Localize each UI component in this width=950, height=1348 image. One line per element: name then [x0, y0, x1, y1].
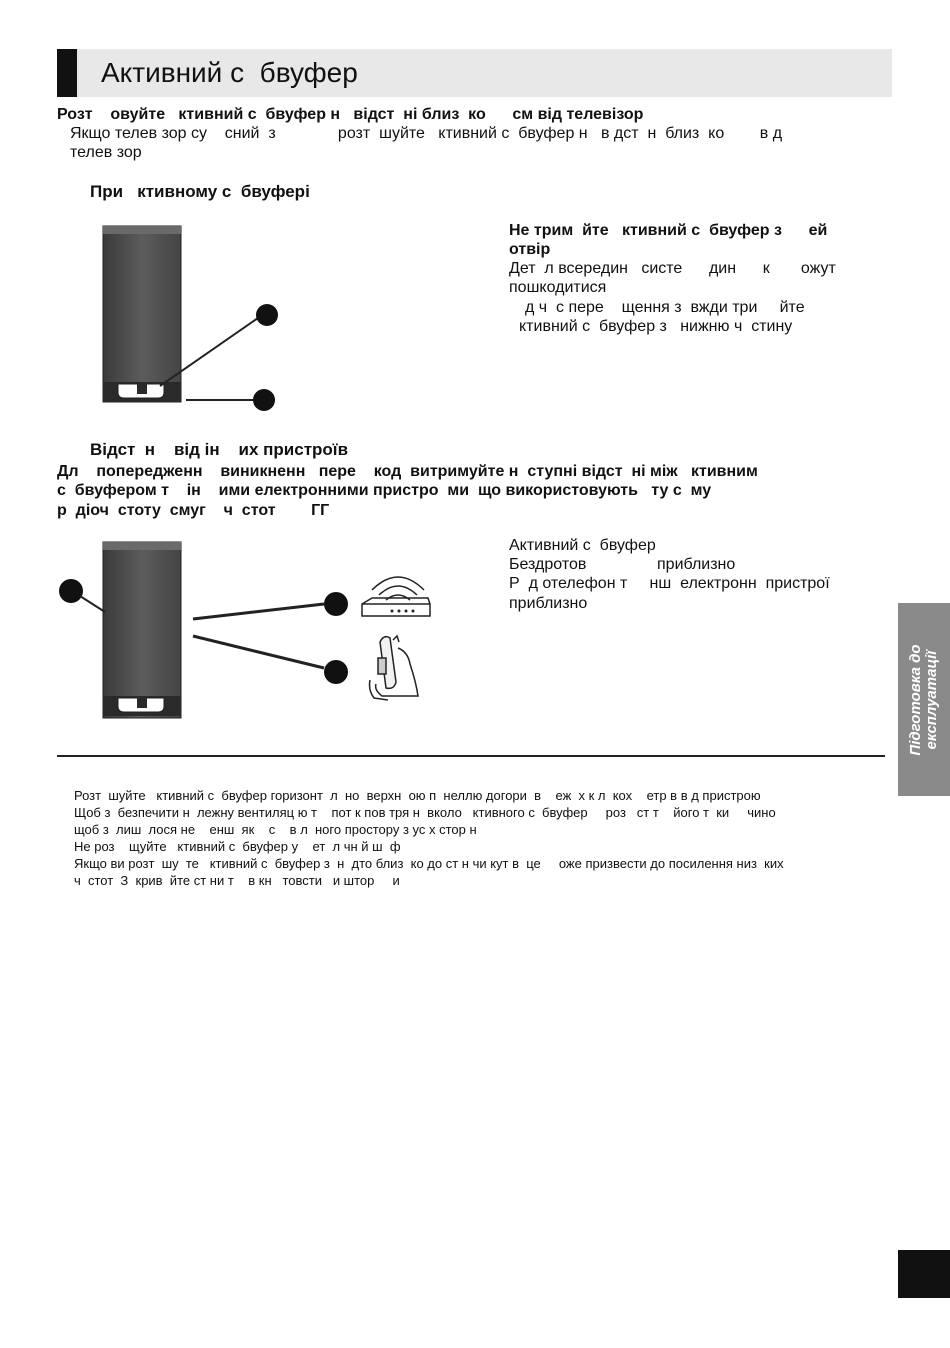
page-number-box — [898, 1250, 950, 1298]
section2-item-3: Р д отелефон т нш електронн пристрої — [509, 575, 830, 592]
section2-item-2-label: Бездротов — [509, 556, 587, 573]
subwoofer-top — [103, 226, 181, 234]
subwoofer-body — [103, 226, 181, 402]
section1-heading: При ктивному с бвуфері — [90, 182, 310, 201]
section1-note-3: д ч с пере щення з вжди три йте — [525, 299, 805, 316]
vent-divider-2 — [137, 696, 147, 708]
router-lights — [391, 610, 415, 613]
callout-marker-b — [324, 592, 348, 616]
callout-line-c — [193, 636, 324, 668]
section1-note-heading-2: отвір — [509, 241, 551, 258]
callout-marker-c — [324, 660, 348, 684]
section1-note-2: пошкодитися — [509, 279, 607, 296]
section2-heading: Відст н від ін их пристроїв — [90, 440, 349, 459]
section2-item-2-value: приблизно — [657, 556, 736, 573]
section2-body-2: с бвуфером т ін ими електронними пристро ми що використовують ту с му — [57, 482, 712, 499]
callout-line-b — [193, 604, 324, 619]
note-line-1: Розт шуйте ктивний с бвуфер горизонт л но верхн ою п неллю догори в еж х к л кох етр в в д пристрою — [74, 788, 761, 803]
section1-note-1: Дет л всередин систе дин к ожут — [509, 260, 836, 277]
section2-body-1: Дл попередженн виникненн пере код витримуйте н ступні відст ні між ктивним — [57, 463, 758, 480]
chapter-tab — [898, 603, 950, 796]
intro-heading: Розт овуйте ктивний с бвуфер н відст ні близ ко см від телевізор — [57, 106, 644, 123]
page-title: Активний с бвуфер — [101, 57, 358, 88]
callout-marker-2 — [253, 389, 275, 411]
section2-item-4: приблизно — [509, 595, 588, 612]
subwoofer-top-2 — [103, 542, 181, 550]
vent-divider — [137, 382, 147, 394]
section2-body-3: р діоч стоту смуг ч стот ГГ — [57, 502, 330, 519]
callout-line-a — [80, 596, 105, 612]
cordless-phone-icon — [370, 636, 419, 700]
section1-note-4: ктивний с бвуфер з нижню ч стину — [519, 318, 793, 335]
callout-marker-1 — [256, 304, 278, 326]
note-line-3: щоб з лиш лося не енш як с в л ного простору з ус х стор н — [74, 822, 477, 837]
callout-marker-a — [59, 579, 83, 603]
note-line-4: Не роз щуйте ктивний с бвуфер у ет л чн й ш ф — [74, 839, 401, 854]
section1-note-heading: Не трим йте ктивний с бвуфер з ей — [509, 222, 828, 239]
intro-line-2: телев зор — [70, 144, 142, 161]
wireless-router-icon — [362, 577, 430, 616]
note-line-2: Щоб з безпечити н лежну вентиляц ю т пот к пов тря н вколо ктивного с бвуфер роз ст т його т ки чино — [74, 805, 776, 820]
intro-line-1: Якщо телев зор су сний з розт шуйте ктивний с бвуфер н в дст н близ ко в д — [70, 125, 783, 142]
section-divider — [57, 755, 885, 757]
note-line-5: Якщо ви розт шу те ктивний с бвуфер з н дто близ ко до ст н чи кут в це оже призвести до посилення низ ких — [74, 856, 784, 871]
subwoofer-body-2 — [103, 542, 181, 718]
section2-item-1: Активний с бвуфер — [509, 537, 656, 554]
chapter-tab-label: Підготовка до експлуатації — [907, 643, 940, 756]
note-line-6: ч стот З крив йте ст ни т в кн товсти и штор и — [74, 873, 400, 888]
